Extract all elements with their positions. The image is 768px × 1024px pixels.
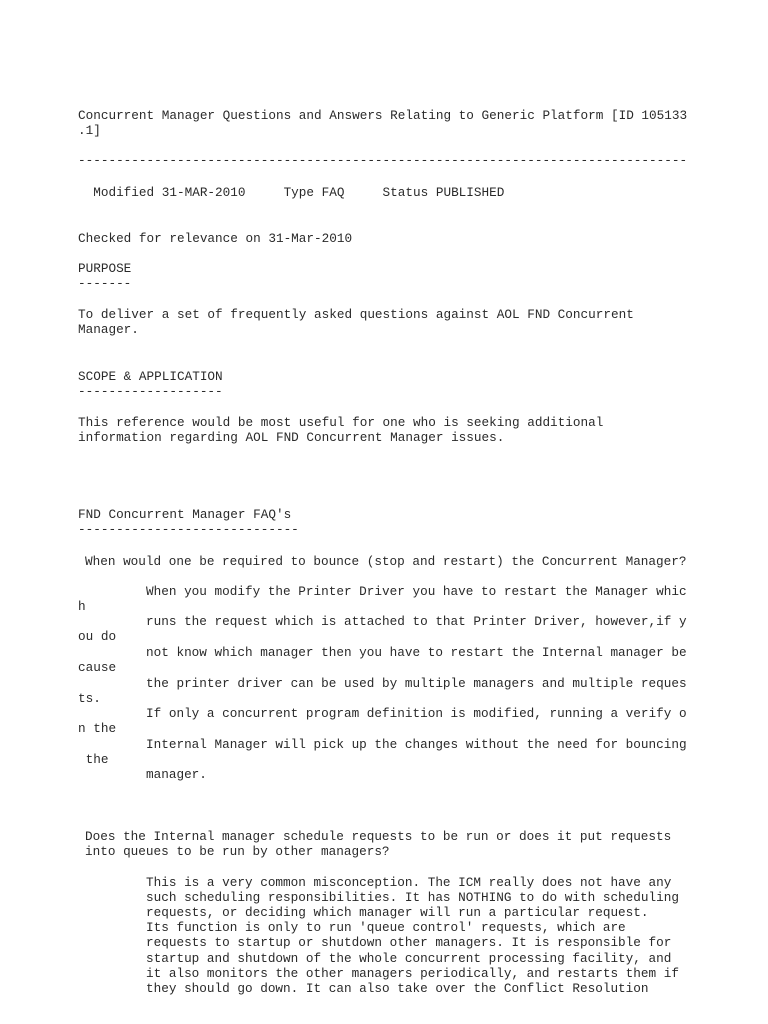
scope-heading: SCOPE & APPLICATION [78, 369, 223, 384]
faq-answer-line: startup and shutdown of the whole concurrent processing facility, and [146, 951, 672, 966]
faq-heading: FND Concurrent Manager FAQ's [78, 507, 292, 522]
faq-answer-wrap: the [78, 752, 109, 767]
separator-line: -------------------------------------------------------------------------------- [78, 153, 688, 168]
faq-question: When would one be required to bounce (stop and restart) the Concurrent Manager? [85, 554, 687, 569]
faq-answer-wrap: h [78, 599, 86, 614]
faq-answer-line: not know which manager then you have to restart the Internal manager be [146, 645, 687, 660]
faq-answer-line: it also monitors the other managers periodically, and restarts them if [146, 966, 679, 981]
faq-answer-line: the printer driver can be used by multiple managers and multiple reques [146, 676, 687, 691]
faq-underline: ----------------------------- [78, 522, 299, 537]
purpose-underline: ------- [78, 276, 132, 291]
faq-question: into queues to be run by other managers? [85, 844, 390, 859]
faq-answer-line: they should go down. It can also take over the Conflict Resolution [146, 981, 649, 996]
faq-answer-line: manager. [146, 767, 207, 782]
faq-answer-line: When you modify the Printer Driver you have to restart the Manager whic [146, 584, 687, 599]
purpose-heading: PURPOSE [78, 261, 132, 276]
doc-title-cont: .1] [78, 123, 101, 138]
faq-answer-line: such scheduling responsibilities. It has NOTHING to do with scheduling [146, 890, 679, 905]
faq-answer-wrap: n the [78, 721, 117, 736]
faq-answer-line: Its function is only to run 'queue control' requests, which are [146, 920, 626, 935]
faq-question: Does the Internal manager schedule requests to be run or does it put requests [85, 829, 672, 844]
faq-answer-line: Internal Manager will pick up the changes without the need for bouncing [146, 737, 687, 752]
faq-answer-wrap: cause [78, 660, 117, 675]
faq-answer-line: If only a concurrent program definition is modified, running a verify o [146, 706, 687, 721]
meta-line: Modified 31-MAR-2010 Type FAQ Status PUBLISHED [78, 185, 505, 200]
faq-answer-wrap: ts. [78, 691, 101, 706]
checked-line: Checked for relevance on 31-Mar-2010 [78, 231, 353, 246]
faq-answer-line: runs the request which is attached to that Printer Driver, however,if y [146, 614, 687, 629]
faq-answer-line: requests to startup or shutdown other managers. It is responsible for [146, 935, 672, 950]
scope-body: This reference would be most useful for one who is seeking additional [78, 415, 604, 430]
faq-answer-wrap: ou do [78, 629, 117, 644]
scope-body: information regarding AOL FND Concurrent Manager issues. [78, 430, 505, 445]
purpose-body: To deliver a set of frequently asked questions against AOL FND Concurrent [78, 307, 634, 322]
faq-answer-line: This is a very common misconception. The ICM really does not have any [146, 875, 672, 890]
scope-underline: ------------------- [78, 384, 223, 399]
faq-answer-line: requests, or deciding which manager will run a particular request. [146, 905, 649, 920]
doc-title: Concurrent Manager Questions and Answers Relating to Generic Platform [ID 105133 [78, 108, 688, 123]
purpose-body: Manager. [78, 322, 139, 337]
